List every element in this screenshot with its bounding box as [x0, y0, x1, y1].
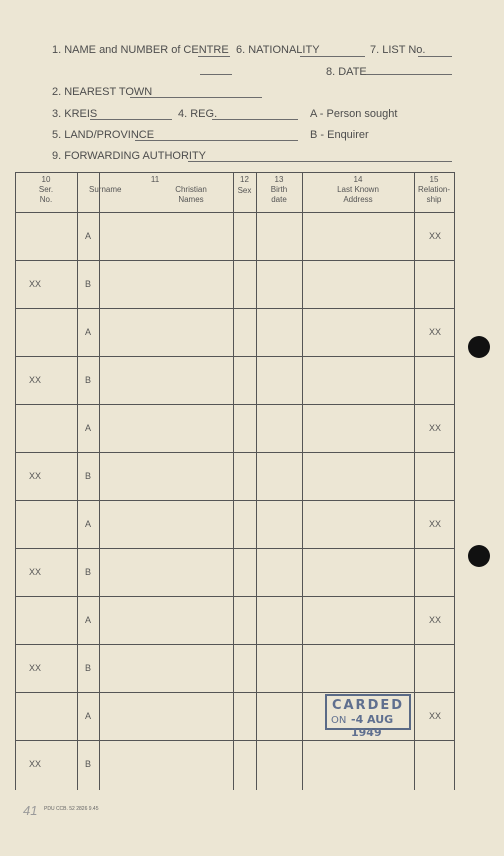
- row-a-marker: A: [85, 519, 92, 529]
- row-rule: [15, 356, 455, 357]
- row-b-marker: B: [85, 759, 92, 769]
- row-rule: [15, 500, 455, 501]
- land-province-label: 5. LAND/PROVINCE: [52, 129, 155, 141]
- nearest-town-field[interactable]: [130, 97, 262, 98]
- stamp-title: CARDED: [331, 698, 405, 713]
- stamp-on: ON: [331, 715, 347, 726]
- row-rule: [15, 692, 455, 693]
- row-a-marker: A: [85, 615, 92, 625]
- row-a-marker: A: [85, 231, 92, 241]
- relationship-xx: XX: [429, 423, 442, 433]
- nationality-label: 6. NATIONALITY: [236, 44, 320, 56]
- kreis-label: 3. KREIS: [52, 108, 98, 120]
- forwarding-authority-field[interactable]: [188, 161, 452, 162]
- relationship-xx: XX: [429, 711, 442, 721]
- reg-label: 4. REG.: [178, 108, 218, 120]
- enquirer-legend: B - Enquirer: [310, 129, 369, 141]
- table-border-left: [15, 172, 16, 790]
- ser-no-xx: XX: [29, 759, 42, 769]
- col-divider: [77, 172, 78, 790]
- relationship-xx: XX: [429, 231, 442, 241]
- relationship-xx: XX: [429, 327, 442, 337]
- header-rule: [15, 212, 455, 213]
- list-no-field[interactable]: [418, 56, 452, 57]
- row-rule: [15, 740, 455, 741]
- table-top-rule: [15, 172, 455, 173]
- ser-no-xx: XX: [29, 567, 42, 577]
- row-a-marker: A: [85, 327, 92, 337]
- col-13-birth-date-header: 13 Birth date: [270, 175, 288, 204]
- table-border-right: [454, 172, 455, 790]
- name-centre-field[interactable]: [198, 56, 230, 57]
- nearest-town-label: 2. NEAREST TOWN: [52, 86, 153, 98]
- row-rule: [15, 548, 455, 549]
- row-b-marker: B: [85, 471, 92, 481]
- handwritten-mark: 41: [23, 803, 38, 818]
- col-14-address-header: 14 Last Known Address: [337, 175, 379, 204]
- col-12-sex-header: 12 Sex: [237, 175, 252, 195]
- col-divider: [414, 172, 415, 790]
- list-no-label: 7. LIST No.: [370, 44, 426, 56]
- row-b-marker: B: [85, 375, 92, 385]
- col-divider: [99, 172, 100, 790]
- forwarding-authority-label: 9. FORWARDING AUTHORITY: [52, 150, 207, 162]
- relationship-xx: XX: [429, 615, 442, 625]
- nationality-field[interactable]: [300, 56, 365, 57]
- form-code: PDU CCB. 52 2826 9.45: [44, 806, 99, 812]
- date-field[interactable]: [366, 74, 452, 75]
- stamp-date: -4 AUG 1949: [351, 713, 394, 739]
- row-rule: [15, 452, 455, 453]
- row-a-marker: A: [85, 711, 92, 721]
- row-rule: [15, 644, 455, 645]
- christian-names-header: Christian Names: [175, 185, 207, 204]
- reg-field[interactable]: [212, 119, 298, 120]
- ser-no-xx: XX: [29, 471, 42, 481]
- row-a-marker: A: [85, 423, 92, 433]
- relationship-xx: XX: [429, 519, 442, 529]
- name-centre-label: 1. NAME and NUMBER of CENTRE: [52, 44, 229, 56]
- row-b-marker: B: [85, 567, 92, 577]
- row-rule: [15, 404, 455, 405]
- col-divider: [256, 172, 257, 790]
- col-15-relationship-header: 15 Relation- ship: [417, 175, 450, 204]
- col-divider: [233, 172, 234, 790]
- col-10-header: 10 Ser. No.: [38, 175, 54, 204]
- row-rule: [15, 596, 455, 597]
- ser-no-xx: XX: [29, 279, 42, 289]
- punch-hole: [468, 545, 490, 567]
- person-sought-legend: A - Person sought: [310, 108, 398, 120]
- ser-no-xx: XX: [29, 663, 42, 673]
- col-11-number: 11: [150, 175, 160, 184]
- carded-stamp: [325, 694, 411, 739]
- date-label: 8. DATE: [326, 66, 367, 78]
- row-rule: [15, 260, 455, 261]
- row-rule: [15, 308, 455, 309]
- surname-header: Surname: [89, 185, 122, 194]
- kreis-field[interactable]: [90, 119, 172, 120]
- col-divider: [302, 172, 303, 790]
- ser-no-xx: XX: [29, 375, 42, 385]
- centre-number-field[interactable]: [200, 74, 232, 75]
- land-province-field[interactable]: [135, 140, 298, 141]
- row-b-marker: B: [85, 279, 92, 289]
- row-b-marker: B: [85, 663, 92, 673]
- punch-hole: [468, 336, 490, 358]
